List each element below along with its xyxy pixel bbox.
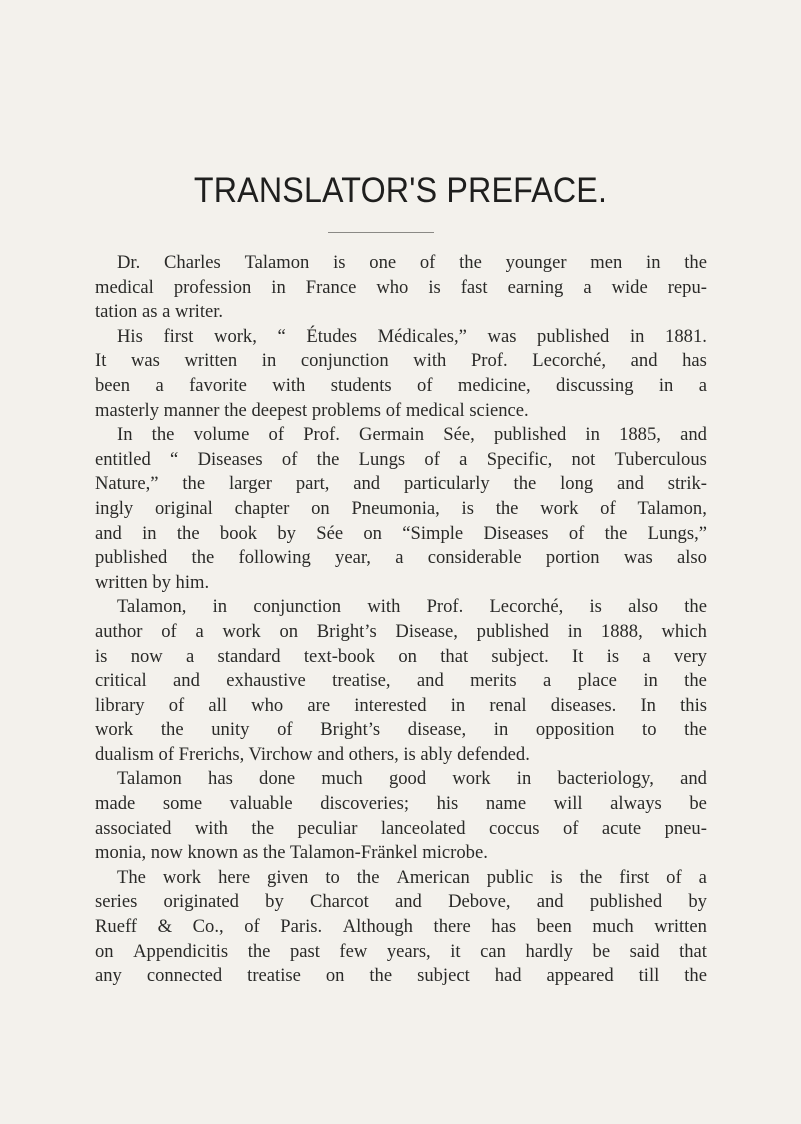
text-line: His first work, “ Études Médicales,” was published in 1881. [117, 325, 707, 347]
text-line: In the volume of Prof. Germain Sée, published in 1885, and [117, 424, 707, 446]
text-line: Nature,” the larger part, and particularly the long and strik- [95, 473, 707, 495]
text-line: Dr. Charles Talamon is one of the younger men in the [117, 252, 707, 273]
text-line: Rueff & Co., of Paris. Although there has been much written [95, 916, 707, 938]
text-line: ingly original chapter on Pneumonia, is the work of Talamon, [95, 497, 707, 519]
text-line: and in the book by Sée on “Simple Diseases of the Lungs,” [95, 522, 707, 544]
text-line: tation as a writer. [95, 301, 224, 323]
text-line: published the following year, a considerable portion was also [95, 547, 707, 569]
text-line: any connected treatise on the subject had appeared till the [95, 965, 707, 987]
text-line: The work here given to the American public is the first of a [117, 866, 707, 888]
title-divider [328, 232, 434, 233]
text-line: written by him. [95, 571, 210, 593]
text-line: Talamon, in conjunction with Prof. Lecorché, is also the [117, 596, 707, 618]
text-line: masterly manner the deepest problems of medical science. [95, 399, 529, 421]
text-line: series originated by Charcot and Debove, and published by [95, 891, 707, 913]
text-line: associated with the peculiar lanceolated coccus of acute pneu- [95, 817, 707, 839]
text-line: is now a standard text-book on that subject. It is a very [95, 645, 707, 667]
text-line: critical and exhaustive treatise, and merits a place in the [95, 670, 707, 692]
text-line: made some valuable discoveries; his name will always be [95, 793, 707, 815]
text-line: dualism of Frerichs, Virchow and others, is ably defended. [95, 743, 530, 765]
text-line: library of all who are interested in renal diseases. In this [95, 694, 707, 716]
text-line: entitled “ Diseases of the Lungs of a Specific, not Tuberculous [95, 448, 707, 470]
text-line: It was written in conjunction with Prof. Lecorché, and has [95, 350, 707, 372]
text-line: work the unity of Bright’s disease, in opposition to the [95, 719, 707, 741]
text-line: on Appendicitis the past few years, it can hardly be said that [95, 940, 707, 962]
text-line: author of a work on Bright’s Disease, published in 1888, which [95, 620, 707, 642]
text-line: Talamon has done much good work in bacteriology, and [117, 768, 707, 790]
text-line: medical profession in France who is fast earning a wide repu- [95, 276, 707, 298]
page-title: TRANSLATOR'S PREFACE. [193, 171, 608, 210]
text-line: monia, now known as the Talamon-Fränkel microbe. [95, 842, 488, 864]
text-line: been a favorite with students of medicine, discussing in a [95, 374, 707, 396]
preface-body [95, 251, 707, 989]
